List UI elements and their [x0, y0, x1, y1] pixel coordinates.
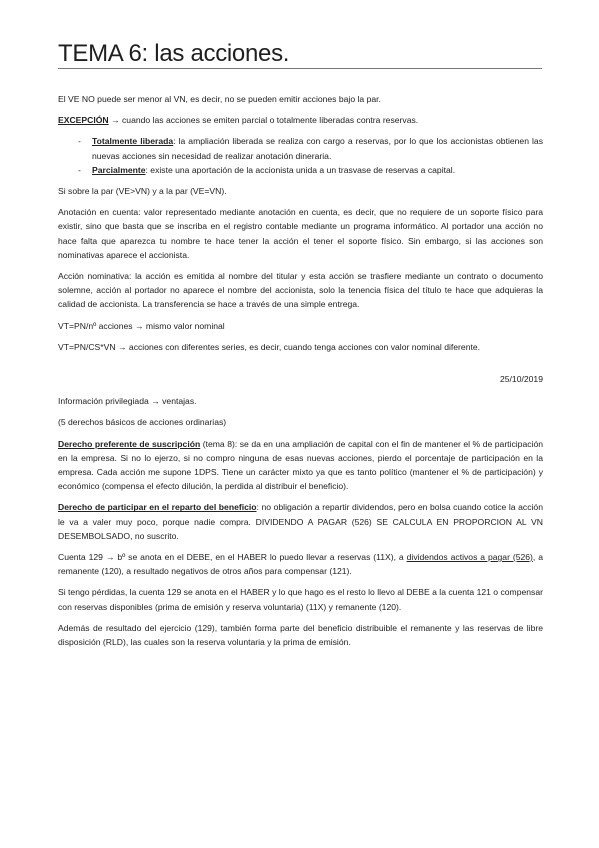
paragraph-resultado-ejercicio: Además de resultado del ejercicio (129), también forma parte del beneficio distribuible el remanente y las reservas de libre disposición (RLD), las cuales son la reserva voluntaria y la prima de emisión. — [58, 622, 543, 648]
paragraph-ve-vn: El VE NO puede ser menor al VN, es decir, no se pueden emitir acciones bajo la par. — [58, 94, 381, 104]
bullet-marker: - — [78, 164, 81, 175]
cuenta-129-text-b: , a remanente (120), a resultado negativos de otros años para compensar (121). — [58, 552, 543, 577]
cuenta-129-text-a: Cuenta 129 → bº se anota en el DEBE, en el HABER lo puedo llevar a reservas (11X), a — [58, 552, 407, 563]
cuenta-129-underlined: dividendos activos a pagar (526) — [406, 552, 533, 563]
formula-vt-nominal: VT=PN/nº acciones → mismo valor nominal — [58, 320, 225, 331]
paragraph-excepcion — [58, 113, 543, 127]
list-item-totalmente — [58, 134, 543, 162]
text-parcialmente: : existe una aportación de la accionista unida a un trasvase de reservas a capital. — [145, 164, 456, 175]
derecho-suscripcion-label: Derecho preferente de suscripción — [58, 438, 201, 449]
paragraph-derecho-beneficio — [58, 500, 543, 543]
paragraph-info-privilegiada: Información privilegiada → ventajas. — [58, 396, 197, 407]
term-parcialmente: Parcialmente — [92, 164, 146, 175]
derecho-beneficio-label: Derecho de participar en el reparto del beneficio — [58, 502, 257, 513]
text-totalmente: : la ampliación liberada se realiza con cargo a reservas, por lo que los accionistas obtienen las nuevas acciones sin necesidad de realizar anotación dineraria. — [92, 136, 543, 161]
paragraph-perdidas: Si tengo pérdidas, la cuenta 129 se anota en el HABER y lo que hago es el resto lo llevo al DEBE a la cuenta 121 o compensar con reservas disponibles (prima de emisión y reserva voluntaria) (11X) y remanente (120). — [58, 587, 543, 612]
derecho-suscripcion-text: (tema 8): se da en una ampliación de capital con el fin de mantener el % de participación en la empresa. Si no lo ejerzo, si no compro ninguna de esas nuevas acciones, pierdo el porcentaje de participación en la empresa. Cada acción me supone 1DPS. Tiene un carácter mixto ya que es tanto político (mantener el % de participación) y económico (compensa el efecto dilución, la perdida al distribuir el beneficio). — [58, 438, 544, 492]
excepcion-text: → cuando las acciones se emiten parcial o totalmente liberadas contra reservas. — [108, 115, 419, 126]
paragraph-derechos-basicos: (5 derechos básicos de acciones ordinarias) — [58, 417, 227, 428]
paragraph-nominativa: Acción nominativa: la acción es emitida al nombre del titular y esta acción se trasfiere mediante un contrato o documento solemne, acción al portador no aparece el nombre del accionista, solo la tenencia física del título te hace que adquieras la calidad de accionista. La transferencia se hace a través de una simple entrega. — [58, 271, 543, 310]
paragraph-sobre-la-par: Si sobre la par (VE>VN) y a la par (VE=VN). — [58, 186, 227, 197]
excepcion-label: EXCEPCIÓN — [58, 115, 109, 126]
title-divider — [58, 68, 542, 69]
liberada-list — [58, 134, 543, 177]
page-title: TEMA 6: las acciones. — [58, 40, 290, 67]
derecho-beneficio-text: : no obligación a repartir dividendos, pero en bolsa cuando cotice la acción le va a valer muy poco, porque nadie compra. DIVIDENDO A PAGAR (526) SE CALCULA EN PROPORCION AL VN DESEMBOLSADO, no suscrito. — [58, 502, 543, 541]
formula-vt-series: VT=PN/CS*VN → acciones con diferentes series, es decir, cuando tenga acciones con valor nominal diferente. — [58, 341, 481, 352]
document-body — [58, 92, 543, 656]
paragraph-cuenta-129 — [58, 550, 543, 578]
paragraph-derecho-suscripcion — [58, 437, 543, 494]
date-label: 25/10/2019 — [499, 374, 543, 385]
list-item-parcialmente — [58, 163, 543, 177]
bullet-marker: - — [78, 136, 81, 147]
term-totalmente: Totalmente liberada — [92, 136, 174, 147]
paragraph-anotacion: Anotación en cuenta: valor representado mediante anotación en cuenta, es decir, que no requiere de un soporte físico para existir, sino que basta que se inscriba en el registro contable mediante un programa informático. Al portador una acción no hace falta que aparezca tu nombre te hace tener la acción el tener el soporte físico. Sin embargo, si las acciones son nominativas aparece el accionista. — [58, 207, 543, 260]
